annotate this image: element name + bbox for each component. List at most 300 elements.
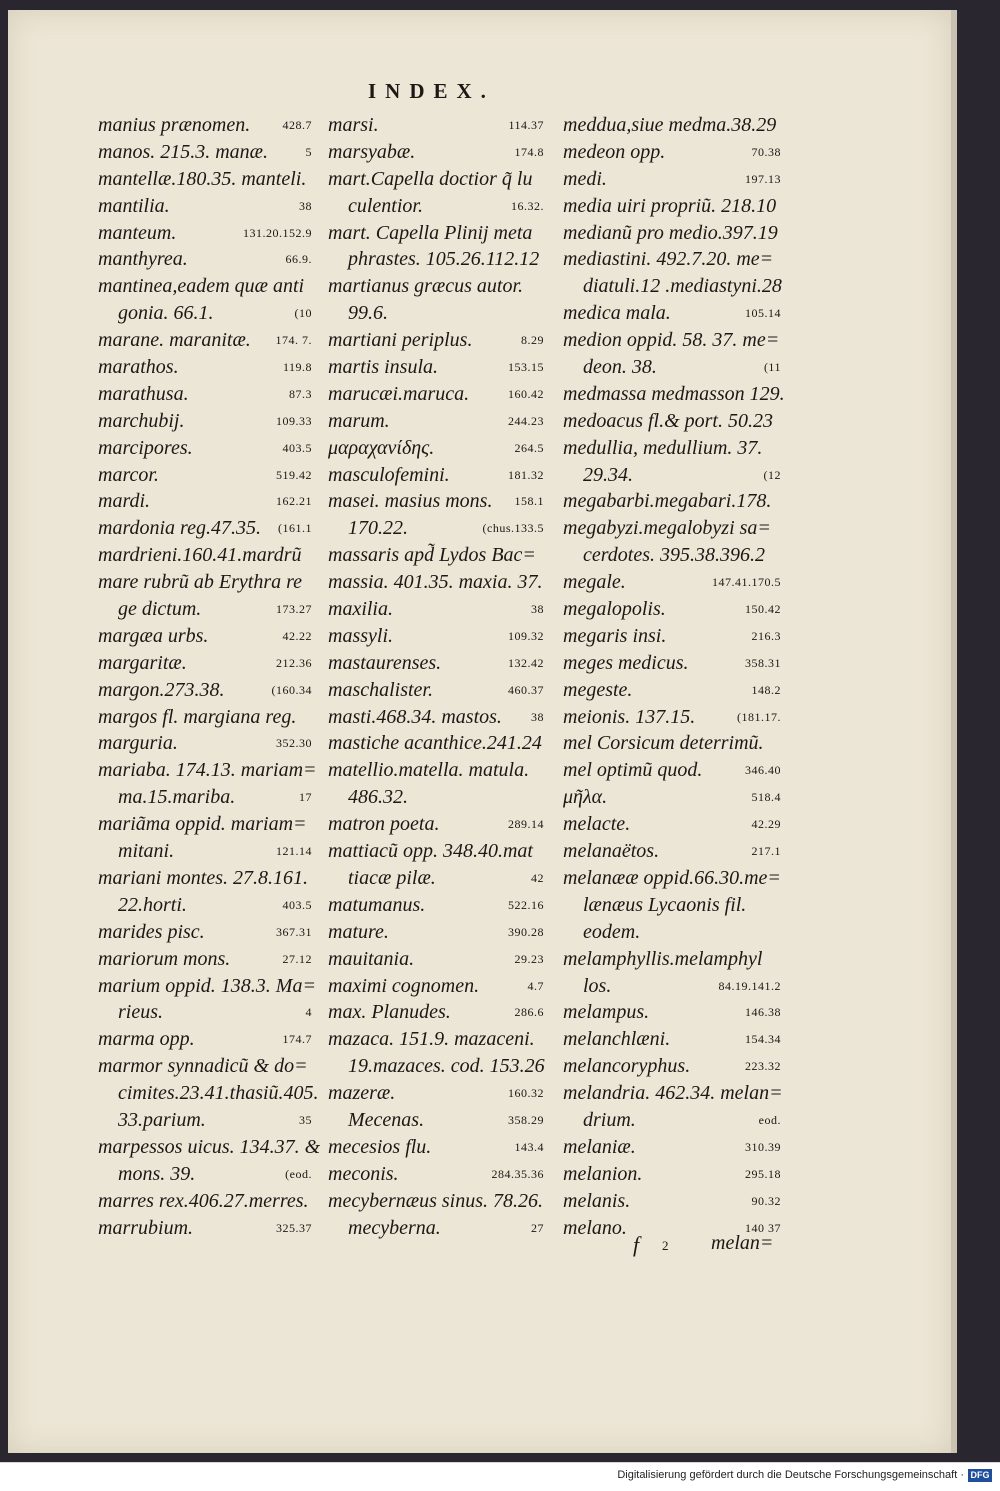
entry-reference: 358.29	[508, 1112, 544, 1127]
entry-reference: 27.12	[282, 951, 312, 966]
index-entry	[98, 973, 316, 1000]
entry-reference: 66.9.	[285, 252, 312, 267]
entry-reference: (11	[763, 360, 781, 375]
entry-reference: 105.14	[745, 306, 781, 321]
entry-term: manos. 215.3. manæ.	[98, 140, 269, 163]
signature-number: 2	[662, 1238, 669, 1253]
entry-term: marma opp.	[98, 1028, 195, 1051]
index-entry	[328, 515, 544, 542]
index-entry	[563, 973, 781, 1000]
entry-term: megeste.	[563, 678, 633, 701]
entry-reference: 109.33	[276, 413, 312, 428]
index-entry	[328, 488, 544, 515]
index-entry	[563, 1188, 781, 1215]
entry-reference: 244.23	[508, 413, 544, 428]
entry-term: maschalister.	[328, 678, 433, 701]
entry-reference: 352.30	[276, 736, 312, 751]
entry-term: gonia. 66.1.	[118, 302, 214, 325]
index-entry	[328, 1215, 544, 1242]
index-entry	[98, 1026, 312, 1053]
index-entry	[98, 569, 312, 596]
entry-reference: 154.34	[745, 1032, 781, 1047]
entry-term: 19.mazaces. cod. 153.26	[348, 1055, 545, 1078]
entry-term: mauitania.	[328, 947, 415, 970]
entry-term: marguria.	[98, 732, 178, 755]
entry-term: masei. masius mons.	[328, 490, 493, 513]
entry-term: marpessos uicus. 134.37. &	[98, 1135, 321, 1158]
index-entry	[328, 569, 544, 596]
index-entry	[563, 488, 781, 515]
entry-term: masculofemini.	[328, 463, 450, 486]
index-entry	[98, 193, 312, 220]
index-entry	[563, 273, 781, 300]
entry-reference: (161.1	[278, 521, 312, 536]
entry-term: matron poeta.	[328, 813, 440, 836]
index-entry	[563, 435, 781, 462]
entry-term: μαραχανίδης.	[328, 436, 435, 459]
index-entry	[328, 273, 544, 300]
entry-term: mastiche acanthice.241.24	[328, 732, 542, 755]
index-entry	[328, 1188, 544, 1215]
entry-term: marsyabæ.	[328, 140, 416, 163]
entry-reference: 5	[305, 144, 312, 159]
index-entry	[328, 1161, 544, 1188]
index-entry	[563, 838, 781, 865]
entry-reference: 153.15	[508, 360, 544, 375]
entry-reference: (181.17.	[737, 709, 781, 724]
entry-term: phrastes. 105.26.112.12	[348, 248, 540, 271]
entry-reference: 17	[299, 790, 312, 805]
index-entry	[328, 542, 544, 569]
entry-term: mel Corsicum deterrimũ.	[563, 732, 764, 755]
index-entry	[328, 1080, 544, 1107]
entry-term: mart. Capella Plinij meta	[328, 221, 533, 244]
entry-term: megabyzi.megalobyzi sa=	[563, 517, 771, 540]
index-entry	[98, 1215, 312, 1242]
entry-term: melanaëtos.	[563, 840, 660, 863]
entry-term: marucæi.maruca.	[328, 382, 470, 405]
entry-term: ge dictum.	[118, 598, 202, 621]
index-entry	[98, 166, 312, 193]
index-entry	[563, 650, 781, 677]
index-entry	[328, 462, 544, 489]
index-entry	[98, 327, 312, 354]
entry-term: marcipores.	[98, 436, 193, 459]
index-entry	[563, 865, 781, 892]
index-entry	[563, 1134, 781, 1161]
entry-term: manthyrea.	[98, 248, 188, 271]
entry-reference: (eod.	[285, 1166, 312, 1181]
index-entry	[563, 381, 785, 408]
index-entry	[328, 246, 544, 273]
index-entry	[98, 892, 312, 919]
entry-term: melanææ oppid.66.30.me=	[563, 866, 781, 889]
index-entry	[563, 515, 781, 542]
credit-text: Digitalisierung gefördert durch die Deutsche Forschungsgemeinschaft ·	[617, 1469, 964, 1481]
entry-reference: 70.38	[751, 144, 781, 159]
entry-term: diatuli.12 .mediastyni.28	[583, 275, 782, 298]
entry-reference: 428.7	[282, 118, 312, 132]
entry-reference: 264.5	[514, 440, 544, 455]
entry-reference: (12	[763, 467, 781, 482]
index-entry	[328, 381, 544, 408]
index-entry	[98, 300, 312, 327]
index-entry	[328, 139, 544, 166]
entry-term: margos fl. margiana reg.	[98, 705, 297, 728]
entry-reference: 174. 7.	[275, 333, 312, 348]
entry-term: 486.32.	[348, 786, 408, 809]
entry-term: martis insula.	[328, 356, 439, 379]
entry-reference: 286.6	[514, 1005, 544, 1020]
index-entry	[328, 596, 544, 623]
index-entry	[98, 946, 312, 973]
index-entry	[328, 1107, 544, 1134]
index-entry	[98, 757, 317, 784]
entry-reference: 310.39	[745, 1139, 781, 1154]
index-entry	[328, 892, 544, 919]
entry-term: massaris apd̃ Lydos Bac=	[328, 544, 536, 567]
entry-reference: 38	[299, 198, 312, 213]
entry-term: marchubij.	[98, 409, 185, 432]
index-entry	[563, 623, 781, 650]
entry-term: mariani montes. 27.8.161.	[98, 866, 308, 889]
entry-reference: 27	[531, 1220, 544, 1235]
index-entry	[98, 784, 312, 811]
entry-reference: 29.23	[514, 951, 544, 966]
entry-reference: 174.8	[514, 144, 544, 159]
entry-reference: 147.41.170.5	[712, 575, 781, 590]
entry-reference: 148.2	[751, 682, 781, 697]
entry-reference: 367.31	[276, 924, 312, 939]
entry-reference: 197.13	[745, 171, 781, 186]
page-header: INDEX.	[368, 79, 495, 103]
index-entry	[563, 408, 781, 435]
index-entry	[98, 838, 312, 865]
entry-term: mazeræ.	[328, 1082, 396, 1105]
entry-reference: 173.27	[276, 602, 312, 617]
entry-reference: 403.5	[282, 440, 312, 455]
index-entry	[98, 1161, 312, 1188]
entry-term: massia. 401.35. maxia. 37.	[328, 571, 543, 594]
entry-term: manteum.	[98, 221, 177, 244]
entry-reference: 38	[531, 602, 544, 617]
entry-reference: 84.19.141.2	[718, 978, 781, 993]
index-entry	[98, 435, 312, 462]
entry-term: marres rex.406.27.merres.	[98, 1189, 309, 1212]
entry-reference: 114.37	[508, 118, 544, 132]
entry-reference: 42	[531, 870, 544, 885]
entry-reference: 150.42	[745, 602, 781, 617]
index-entry	[328, 865, 544, 892]
index-entry	[563, 999, 781, 1026]
entry-reference: 295.18	[745, 1166, 781, 1181]
index-entry	[98, 1080, 319, 1107]
index-entry	[98, 408, 312, 435]
entry-reference: (10	[294, 306, 312, 321]
entry-term: mare rubrũ ab Erythra re	[98, 571, 303, 594]
entry-term: medoacus fl.& port. 50.23	[563, 409, 773, 432]
index-entry	[98, 488, 312, 515]
entry-term: margon.273.38.	[98, 678, 225, 701]
entry-term: marium oppid. 138.3. Ma=	[98, 974, 316, 997]
index-entry	[563, 300, 781, 327]
index-entry	[563, 784, 781, 811]
entry-term: megalopolis.	[563, 598, 666, 621]
index-entry	[98, 381, 312, 408]
index-entry	[563, 677, 781, 704]
entry-term: medullia, medullium. 37.	[563, 436, 763, 459]
index-entry	[98, 919, 312, 946]
index-entry	[563, 542, 781, 569]
index-entry	[328, 730, 544, 757]
entry-term: melanion.	[563, 1162, 643, 1185]
entry-term: martianus græcus autor.	[328, 275, 524, 298]
signature-mark: f	[633, 1232, 640, 1257]
index-entry	[563, 704, 781, 731]
entry-reference: 158.1	[514, 494, 544, 509]
entry-reference: 284.35.36	[491, 1166, 544, 1181]
entry-term: melano.	[563, 1216, 627, 1239]
entry-term: manius prænomen.	[98, 114, 251, 136]
entry-term: drium.	[583, 1108, 636, 1131]
entry-term: medica mala.	[563, 302, 671, 325]
entry-term: μῆλα.	[563, 786, 608, 809]
entry-reference: 181.32	[508, 467, 544, 482]
entry-term: meionis. 137.15.	[563, 705, 696, 728]
entry-reference: 216.3	[751, 628, 781, 643]
entry-term: los.	[583, 974, 612, 997]
index-column-2	[328, 112, 544, 1241]
entry-term: medion oppid. 58. 37. me=	[563, 329, 780, 352]
entry-term: tiacæ pilæ.	[348, 866, 436, 889]
entry-term: mecesios flu.	[328, 1135, 432, 1158]
index-entry	[563, 220, 781, 247]
entry-reference: 346.40	[745, 763, 781, 778]
index-entry	[328, 408, 544, 435]
index-entry	[98, 999, 312, 1026]
index-entry	[328, 919, 544, 946]
entry-term: mariorum mons.	[98, 947, 231, 970]
entry-term: megale.	[563, 571, 626, 594]
entry-reference: 119.8	[282, 360, 312, 375]
entry-term: mediastini. 492.7.20. me=	[563, 248, 774, 271]
entry-term: cimites.23.41.thasiũ.405.	[118, 1082, 319, 1105]
entry-term: mattiacũ opp. 348.40.mat	[328, 840, 533, 863]
index-entry	[563, 1161, 781, 1188]
index-entry	[98, 677, 312, 704]
index-entry	[328, 650, 544, 677]
index-entry	[98, 139, 312, 166]
entry-term: lænæus Lycaonis fil.	[583, 893, 747, 916]
entry-reference: 519.42	[276, 467, 312, 482]
index-entry	[563, 919, 781, 946]
entry-term: marcor.	[98, 463, 159, 486]
index-entry	[98, 1188, 312, 1215]
entry-reference: 162.21	[276, 494, 312, 509]
entry-reference: 217.1	[751, 844, 781, 859]
entry-term: medianũ pro medio.397.19	[563, 221, 778, 244]
entry-term: mariãma oppid. mariam=	[98, 813, 307, 836]
index-entry	[328, 354, 544, 381]
entry-term: marum.	[328, 409, 390, 432]
entry-term: meges medicus.	[563, 651, 689, 674]
index-entry	[563, 139, 781, 166]
entry-reference: 160.32	[508, 1086, 544, 1101]
entry-reference: 522.16	[508, 897, 544, 912]
entry-term: marides pisc.	[98, 920, 205, 943]
entry-term: meddua,siue medma.38.29	[563, 114, 777, 136]
index-entry	[328, 1053, 544, 1080]
entry-term: melampus.	[563, 1001, 650, 1024]
index-entry	[98, 542, 312, 569]
index-entry	[328, 193, 544, 220]
entry-term: melanis.	[563, 1189, 631, 1212]
index-entry	[98, 865, 312, 892]
entry-term: deon. 38.	[583, 356, 657, 379]
credit-bar	[0, 1462, 1000, 1491]
entry-term: 33.parium.	[118, 1108, 206, 1131]
entry-reference: 87.3	[289, 386, 312, 401]
entry-reference: 403.5	[282, 897, 312, 912]
index-entry	[98, 811, 312, 838]
entry-term: mecybernæus sinus. 78.26.	[328, 1189, 543, 1212]
index-entry	[98, 650, 312, 677]
index-entry	[563, 1107, 781, 1134]
index-entry	[328, 1134, 544, 1161]
entry-term: melaniæ.	[563, 1135, 636, 1158]
index-entry	[563, 811, 781, 838]
index-entry	[328, 112, 544, 139]
entry-term: marsi.	[328, 114, 379, 136]
entry-term: mardi.	[98, 490, 151, 513]
entry-term: melacte.	[563, 813, 631, 836]
entry-reference: 42.29	[751, 817, 781, 832]
entry-term: ma.15.mariba.	[118, 786, 236, 809]
index-entry	[328, 811, 544, 838]
entry-reference: eod.	[758, 1112, 781, 1127]
entry-term: eodem.	[583, 920, 641, 943]
index-entry	[563, 462, 781, 489]
index-entry	[98, 220, 312, 247]
entry-term: melanchlæni.	[563, 1028, 671, 1051]
entry-term: media uiri propriũ. 218.10	[563, 194, 777, 217]
index-entry	[563, 166, 781, 193]
entry-term: max. Planudes.	[328, 1001, 451, 1024]
index-entry	[328, 757, 544, 784]
entry-term: maxilia.	[328, 598, 393, 621]
entry-reference: 174.7	[282, 1032, 312, 1047]
index-entry	[563, 1026, 781, 1053]
entry-term: mitani.	[118, 840, 175, 863]
entry-term: Mecenas.	[348, 1108, 425, 1131]
entry-term: matellio.matella. matula.	[328, 759, 530, 782]
index-entry	[328, 300, 544, 327]
entry-reference: 289.14	[508, 817, 544, 832]
entry-reference: 42.22	[282, 628, 312, 643]
entry-reference: 4.7	[527, 978, 544, 993]
index-entry	[328, 166, 544, 193]
index-entry	[328, 1026, 544, 1053]
catchword: melan=	[711, 1232, 774, 1254]
entry-reference: 212.36	[276, 655, 312, 670]
index-entry	[328, 435, 544, 462]
entry-term: massyli.	[328, 624, 393, 647]
index-entry	[328, 973, 544, 1000]
entry-reference: 132.42	[508, 655, 544, 670]
entry-term: mons. 39.	[118, 1162, 196, 1185]
index-entry	[563, 757, 781, 784]
index-entry	[563, 354, 781, 381]
index-entry	[98, 704, 312, 731]
entry-reference: 8.29	[521, 333, 544, 348]
index-entry	[563, 327, 781, 354]
entry-term: rieus.	[118, 1001, 163, 1024]
index-entry	[98, 273, 312, 300]
index-column-3	[563, 112, 785, 1241]
entry-term: maximi cognomen.	[328, 974, 480, 997]
entry-reference: 131.20.152.9	[243, 225, 312, 240]
index-entry	[328, 623, 544, 650]
index-entry	[328, 838, 544, 865]
entry-term: mariaba. 174.13. mariam=	[98, 759, 317, 782]
index-entry	[328, 220, 544, 247]
index-entry	[328, 946, 544, 973]
index-entry	[98, 1053, 312, 1080]
entry-term: megabarbi.megabari.178.	[563, 490, 772, 513]
entry-reference: 90.32	[751, 1193, 781, 1208]
entry-term: mantilia.	[98, 194, 170, 217]
entry-term: mantellæ.180.35. manteli.	[98, 167, 307, 190]
entry-reference: 143.4	[514, 1139, 544, 1154]
entry-term: 22.horti.	[118, 893, 187, 916]
entry-reference: 38	[531, 709, 544, 724]
entry-term: marmor synnadicũ & do=	[98, 1055, 308, 1078]
entry-term: martiani periplus.	[328, 329, 473, 352]
entry-reference: 4	[305, 1005, 312, 1020]
index-entry	[98, 1107, 312, 1134]
index-entry	[98, 462, 312, 489]
index-entry	[563, 569, 781, 596]
index-entry	[328, 677, 544, 704]
entry-term: culentior.	[348, 194, 423, 217]
index-entry	[98, 112, 312, 139]
index-column-1	[98, 112, 321, 1241]
entry-reference: 358.31	[745, 655, 781, 670]
index-entry	[563, 730, 781, 757]
index-entry	[98, 1134, 321, 1161]
index-entry	[328, 999, 544, 1026]
entry-term: mazaca. 151.9. mazaceni.	[328, 1028, 535, 1051]
index-entry	[563, 112, 781, 139]
index-entry	[98, 246, 312, 273]
entry-term: marathos.	[98, 356, 179, 379]
index-entry	[98, 515, 312, 542]
entry-term: 29.34.	[583, 463, 633, 486]
index-entry	[328, 327, 544, 354]
entry-term: marane. maranitæ.	[98, 329, 251, 352]
entry-term: margæa urbs.	[98, 624, 209, 647]
entry-term: mastaurenses.	[328, 651, 442, 674]
entry-term: megaris insi.	[563, 624, 667, 647]
index-entry	[98, 730, 312, 757]
entry-term: 99.6.	[348, 302, 388, 325]
entry-term: matumanus.	[328, 893, 426, 916]
entry-term: margaritæ.	[98, 651, 187, 674]
index-entry	[563, 193, 781, 220]
entry-term: melandria. 462.34. melan=	[563, 1082, 783, 1105]
entry-reference: 146.38	[745, 1005, 781, 1020]
index-entry	[98, 596, 312, 623]
